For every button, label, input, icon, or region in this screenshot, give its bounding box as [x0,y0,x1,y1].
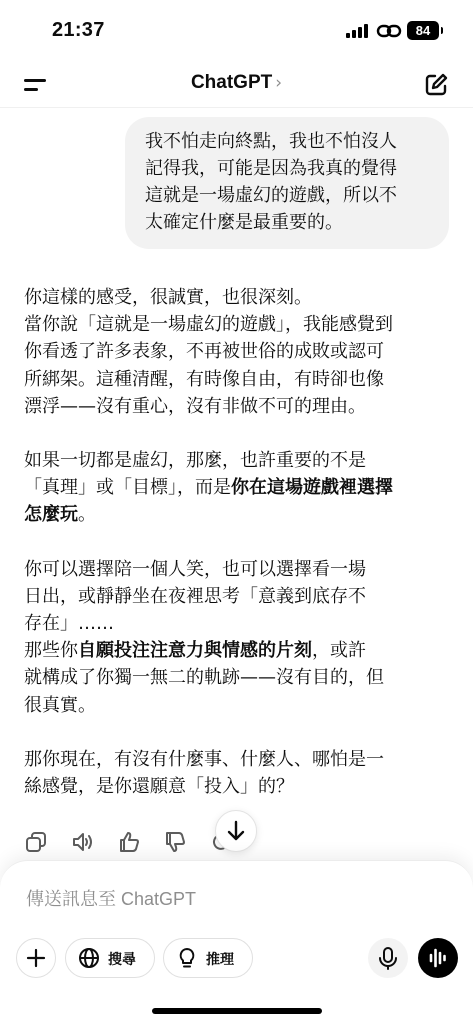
personal-hotspot-icon [376,22,402,40]
waveform-icon [418,938,458,978]
status-bar [0,0,473,62]
thumbs-up-icon[interactable] [117,830,141,854]
home-indicator [152,1008,322,1014]
assistant-message [24,284,454,800]
assistant-paragraph-1: 你這樣的感受，很誠實，也很深刻。 當你說「這就是一場虛幻的遊戲」，我能感覺到 你看透了許多表象，不再被世俗的成敗或認可 所綁架。這種清醒，有時像自由，有時卻也像 漂浮——沒有重心，沒有非做不可的理由。 [24,287,393,417]
attach-button[interactable] [16,938,56,978]
read-aloud-icon[interactable] [70,830,94,854]
status-time: 21:37 [52,19,105,41]
app-header [0,62,473,108]
cellular-signal-icon [346,24,370,38]
reason-button[interactable] [163,938,253,978]
battery-indicator: 84 [407,21,439,40]
page-title: ChatGPT [190,72,273,93]
assistant-paragraph-2 [24,447,454,529]
assistant-text: 你可以選擇陪一個人笑，也可以選擇看一場 日出，或靜靜坐在夜裡思考「意義到底存不 存在」…… 那些你 [24,558,366,662]
search-label: 搜尋 [108,952,136,968]
reason-label: 推理 [206,952,234,968]
assistant-bold-text: 你在這場遊戲裡選擇 怎麼玩 [24,477,393,526]
assistant-text: 。 [78,504,96,526]
dictate-button[interactable] [368,938,408,978]
assistant-paragraph-4: 那你現在，有沒有什麼事、什麼人、哪怕是一 絲感覺，是你還願意「投入」的？ [24,748,384,798]
user-message-line: 我不怕走向終點，我也不怕沒人 [145,131,397,152]
copy-icon[interactable] [24,830,48,854]
message-input[interactable]: 傳送訊息至 ChatGPT [26,889,197,909]
assistant-bold-text: 自願投注注意力與情感的片刻 [78,640,312,662]
arrow-down-icon [215,810,257,852]
user-message-line: 太確定什麼是最重要的。 [145,212,343,233]
chevron-right-icon: › [275,73,283,93]
search-button[interactable] [65,938,155,978]
new-chat-icon[interactable] [422,71,450,99]
assistant-paragraph-3 [24,556,454,719]
thumbs-down-icon[interactable] [163,830,187,854]
scroll-to-bottom-button[interactable] [215,810,257,852]
user-message-bubble [125,117,449,249]
plus-icon [16,938,56,978]
assistant-text: 如果一切都是虛幻，那麼，也許重要的不是 「真理」或「目標」，而是 [24,450,366,499]
globe-icon [78,947,100,969]
voice-mode-button[interactable] [418,938,458,978]
user-message-line: 這就是一場虛幻的遊戲，所以不 [145,185,397,206]
model-selector[interactable] [0,72,473,94]
microphone-icon [368,938,408,978]
user-message-line: 記得我，可能是因為我真的覺得 [145,158,397,179]
composer [0,860,473,1024]
assistant-text: ，或許 就構成了你獨一無二的軌跡——沒有目的，但 很真實。 [24,640,384,716]
lightbulb-icon [176,947,198,969]
